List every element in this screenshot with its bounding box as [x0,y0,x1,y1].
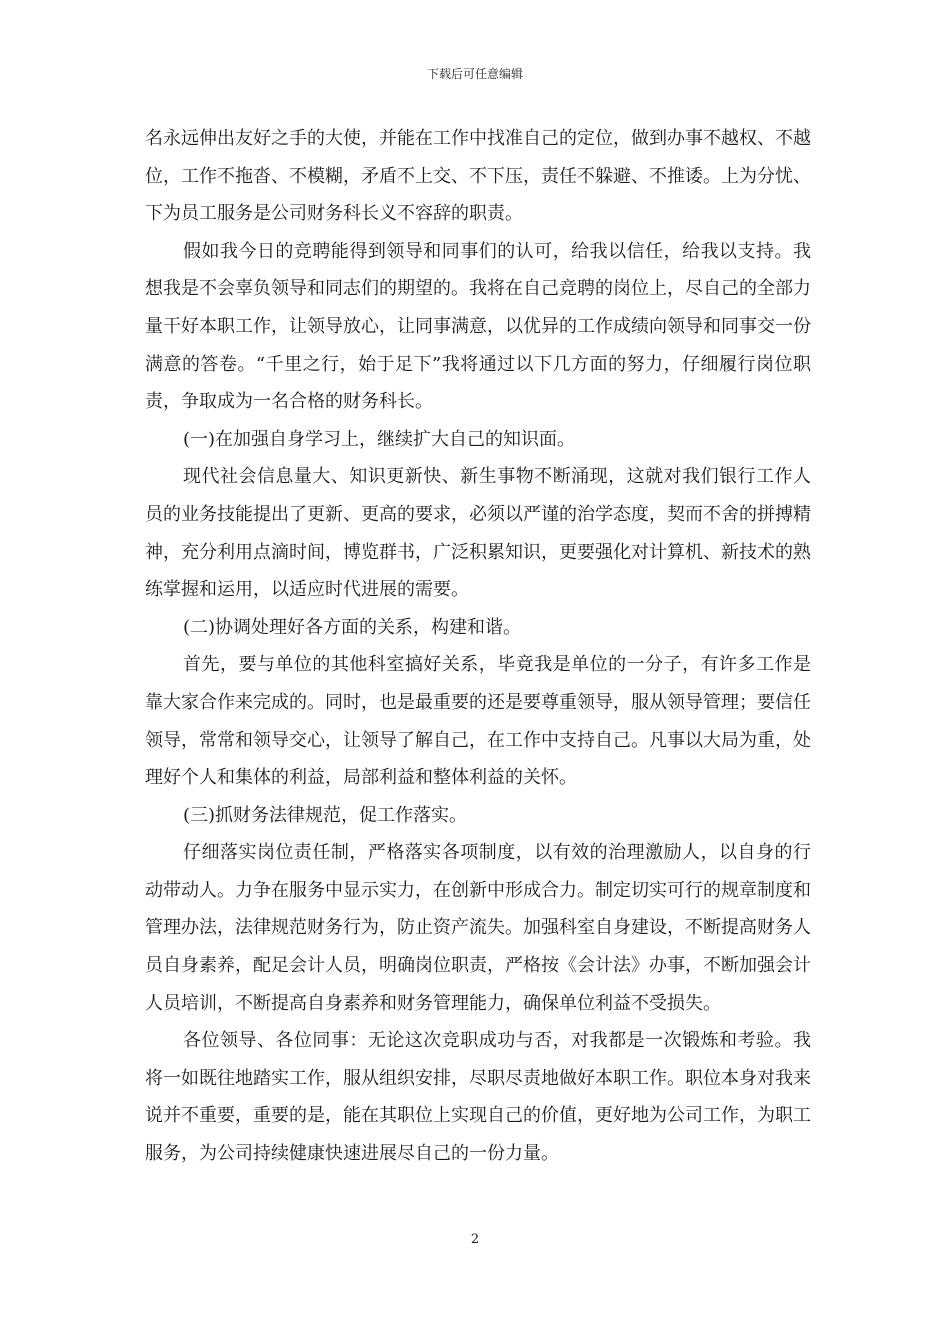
section-heading-1: (一)在加强自身学习上，继续扩大自己的知识面。 [183,428,576,450]
document-body [145,120,811,1173]
section-heading-2: (二)协调处理好各方面的关系，构建和谐。 [183,616,522,638]
paragraph-6: 各位领导、各位同事：无论这次竞职成功与否，对我都是一次锻炼和考验。我将一如既往地踏实工作，服从组织安排，尽职尽责地做好本职工作。职位本身对我来说并不重要，重要的是，能在其职位上实现自己的价值，更好地为公司工作，为职工服务，为公司持续健康快速进展尽自己的一份力量。 [145,1030,811,1165]
paragraph-5: 仔细落实岗位责任制，严格落实各项制度，以有效的治理激励人，以自身的行动带动人。力争在服务中显示实力，在创新中形成合力。制定切实可行的规章制度和管理办法，法律规范财务行为，防止资产流失。加强科室自身建设，不断提高财务人员自身素养，配足会计人员，明确岗位职责，严格按《会计法》办事，不断加强会计人员培训，不断提高自身素养和财务管理能力，确保单位利益不受损失。 [145,842,811,1014]
section-heading-3: (三)抓财务法律规范，促工作落实。 [183,804,468,826]
paragraph-1: 名永远伸出友好之手的大使，并能在工作中找准自己的定位，做到办事不越权、不越位，工作不拖沓、不模糊，矛盾不上交、不下压，责任不躲避、不推诿。上为分忧、下为员工服务是公司财务科长义不容辞的职责。 [145,128,811,225]
paragraph-2: 假如我今日的竞聘能得到领导和同事们的认可，给我以信任，给我以支持。我想我是不会辜负领导和同志们的期望的。我将在自己竞聘的岗位上，尽自己的全部力量干好本职工作，让领导放心，让同事满意，以优异的工作成绩向领导和同事交一份满意的答卷。“千里之行，始于足下”我将通过以下几方面的努力，仔细履行岗位职责，争取成为一名合格的财务科长。 [145,240,811,413]
page-header: 下载后可任意编辑 [426,67,523,81]
paragraph-3: 现代社会信息量大、知识更新快、新生事物不断涌现，这就对我们银行工作人员的业务技能提出了更新、更高的要求，必须以严谨的治学态度，契而不舍的拼搏精神，充分利用点滴时间，博览群书，广泛积累知识，更要强化对计算机、新技术的熟练掌握和运用，以适应时代进展的需要。 [145,466,811,601]
page-number: 2 [470,1232,480,1247]
paragraph-4: 首先，要与单位的其他科室搞好关系，毕竟我是单位的一分子，有许多工作是靠大家合作来完成的。同时，也是最重要的还是要尊重领导，服从领导管理；要信任领导，常常和领导交心，让领导了解自己，在工作中支持自己。凡事以大局为重，处理好个人和集体的利益，局部利益和整体利益的关怀。 [145,654,811,789]
